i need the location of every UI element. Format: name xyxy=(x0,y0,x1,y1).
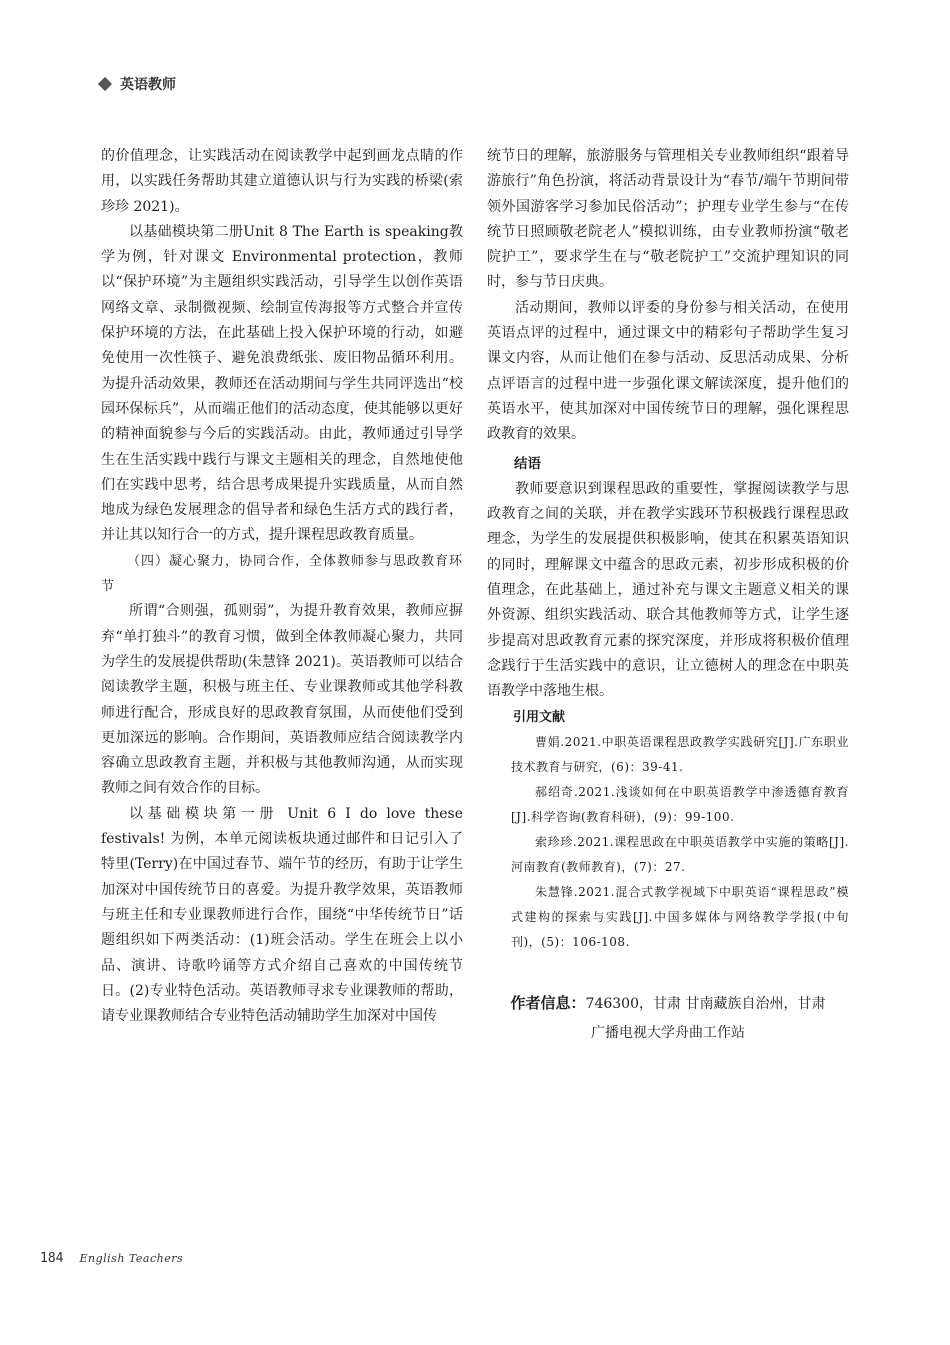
reference-item: 曹娟.2021.中职英语课程思政教学实践研究[J].广东职业技术教育与研究，(6)：39-41. xyxy=(511,734,849,774)
author-address-line1: 746300，甘肃 甘南藏族自治州，甘肃 xyxy=(585,995,826,1012)
author-info-label: 作者信息： xyxy=(510,993,586,1012)
reference-item: 朱慧锋.2021.混合式教学视域下中职英语“课程思政”模式建构的探索与实践[J].中国多媒体与网络教学学报(中旬刊)，(5)：106-108. xyxy=(511,884,849,949)
reference-item: 索珍珍.2021.课程思政在中职英语教学中实施的策略[J].河南教育(教师教育)，(7)：27. xyxy=(511,834,849,874)
running-header xyxy=(100,74,176,94)
left-column xyxy=(101,144,463,1029)
journal-name: English Teachers xyxy=(79,1252,184,1265)
page-footer xyxy=(40,1251,183,1266)
paragraph: 的价值理念，让实践活动在阅读教学中起到画龙点睛的作用，以实践任务帮助其建立道德认识与行为实践的桥梁(索珍珍 2021)。 xyxy=(101,148,463,215)
paragraph: 所谓“合则强，孤则弱”，为提升教育效果，教师应摒弃“单打独斗”的教育习惯，做到全体教师凝心聚力，共同为学生的发展提供帮助(朱慧锋 2021)。英语教师可以结合阅读教学主题，积极与班主任、专业课教师或其他学科教师进行配合，形成良好的思政教育氛围，从而使他们受到更加深远的影响。合作期间，英语教师应结合阅读教学内容确立思政教育主题，并积极与其他教师沟通，从而实现教师之间有效合作的目标。 xyxy=(101,603,463,797)
conclusion-heading: 结语 xyxy=(514,455,541,472)
page-number: 184 xyxy=(40,1251,64,1266)
reference-item: 郝绍奇.2021.浅谈如何在中职英语教学中渗透德育教育[J].科学咨询(教育科研)，(9)：99-100. xyxy=(511,784,849,824)
author-info xyxy=(487,989,849,1048)
diamond-icon xyxy=(98,77,112,91)
subsection-heading: （四）凝心聚力，协同合作，全体教师参与思政教育环节 xyxy=(101,553,464,595)
paragraph: 统节日的理解，旅游服务与管理相关专业教师组织“跟着导游旅行”角色扮演，将活动背景设计为“春节/端午节期间带领外国游客学习参加民俗活动”；护理专业学生参与“在传统节日照顾敬老院老人”模拟训练，由专业教师扮演“敬老院护工”，要求学生在与“敬老院护工”交流护理知识的同时，参与节日庆典。 xyxy=(487,148,849,291)
paragraph: 以基础模块第一册 Unit 6 I do love these festivals! 为例，本单元阅读板块通过邮件和日记引入了特里(Terry)在中国过春节、端午节的经历，有助于让学生加深对中国传统节日的喜爱。为提升教学效果，英语教师与班主任和专业课教师进行合作，围绕“中华传统节日”话题组织如下两类活动：(1)班会活动。学生在班会上以小品、演讲、诗歌吟诵等方式介绍自己喜欢的中国传统节日。(2)专业特色活动。英语教师寻求专业课教师的帮助，请专业课教师结合专业特色活动辅助学生加深对中国传 xyxy=(101,805,463,1025)
paragraph: 教师要意识到课程思政的重要性，掌握阅读教学与思政教育之间的关联，并在教学实践环节积极践行课程思政理念，为学生的发展提供积极影响，使其在积累英语知识的同时，理解课文中蕴含的思政元素，初步形成积极的价值理念，在此基础上，通过补充与课文主题意义相关的课外资源、组织实践活动、联合其他教师等方式，让学生逐步提高对思政教育元素的探究深度，并形成将积极价值理念践行于生活实践中的意识，让立德树人的理念在中职英语教学中落地生根。 xyxy=(487,480,849,700)
right-column xyxy=(487,144,849,1048)
section-title: 英语教师 xyxy=(120,77,176,93)
author-address-line2: 广播电视大学舟曲工作站 xyxy=(591,1024,745,1041)
references-heading: 引用文献 xyxy=(513,709,566,725)
paragraph: 以基础模块第二册Unit 8 The Earth is speaking教学为例，针对课文 Environmental protection，教师以“保护环境”为主题组织实践活动，引导学生以创作英语网络文章、录制微视频、绘制宣传海报等方式整合并宣传保护环境的方法，在此基础上投入保护环境的行动，如避免使用一次性筷子、避免浪费纸张、废旧物品循环利用。为提升活动效果，教师还在活动期间与学生共同评选出“校园环保标兵”，从而端正他们的活动态度，使其能够以更好的精神面貌参与今后的实践活动。由此，教师通过引导学生在生活实践中践行与课文主题相关的理念，自然地使他们在实践中思考，结合思考成果提升实践质量，从而自然地成为绿色发展理念的倡导者和绿色生活方式的践行者，并让其以知行合一的方式，提升课程思政教育质量。 xyxy=(101,223,463,544)
paragraph: 活动期间，教师以评委的身份参与相关活动，在使用英语点评的过程中，通过课文中的精彩句子帮助学生复习课文内容，从而让他们在参与活动、反思活动成果、分析点评语言的过程中进一步强化课文解读深度，提升他们的英语水平，使其加深对中国传统节日的理解，强化课程思政教育的效果。 xyxy=(487,299,849,443)
